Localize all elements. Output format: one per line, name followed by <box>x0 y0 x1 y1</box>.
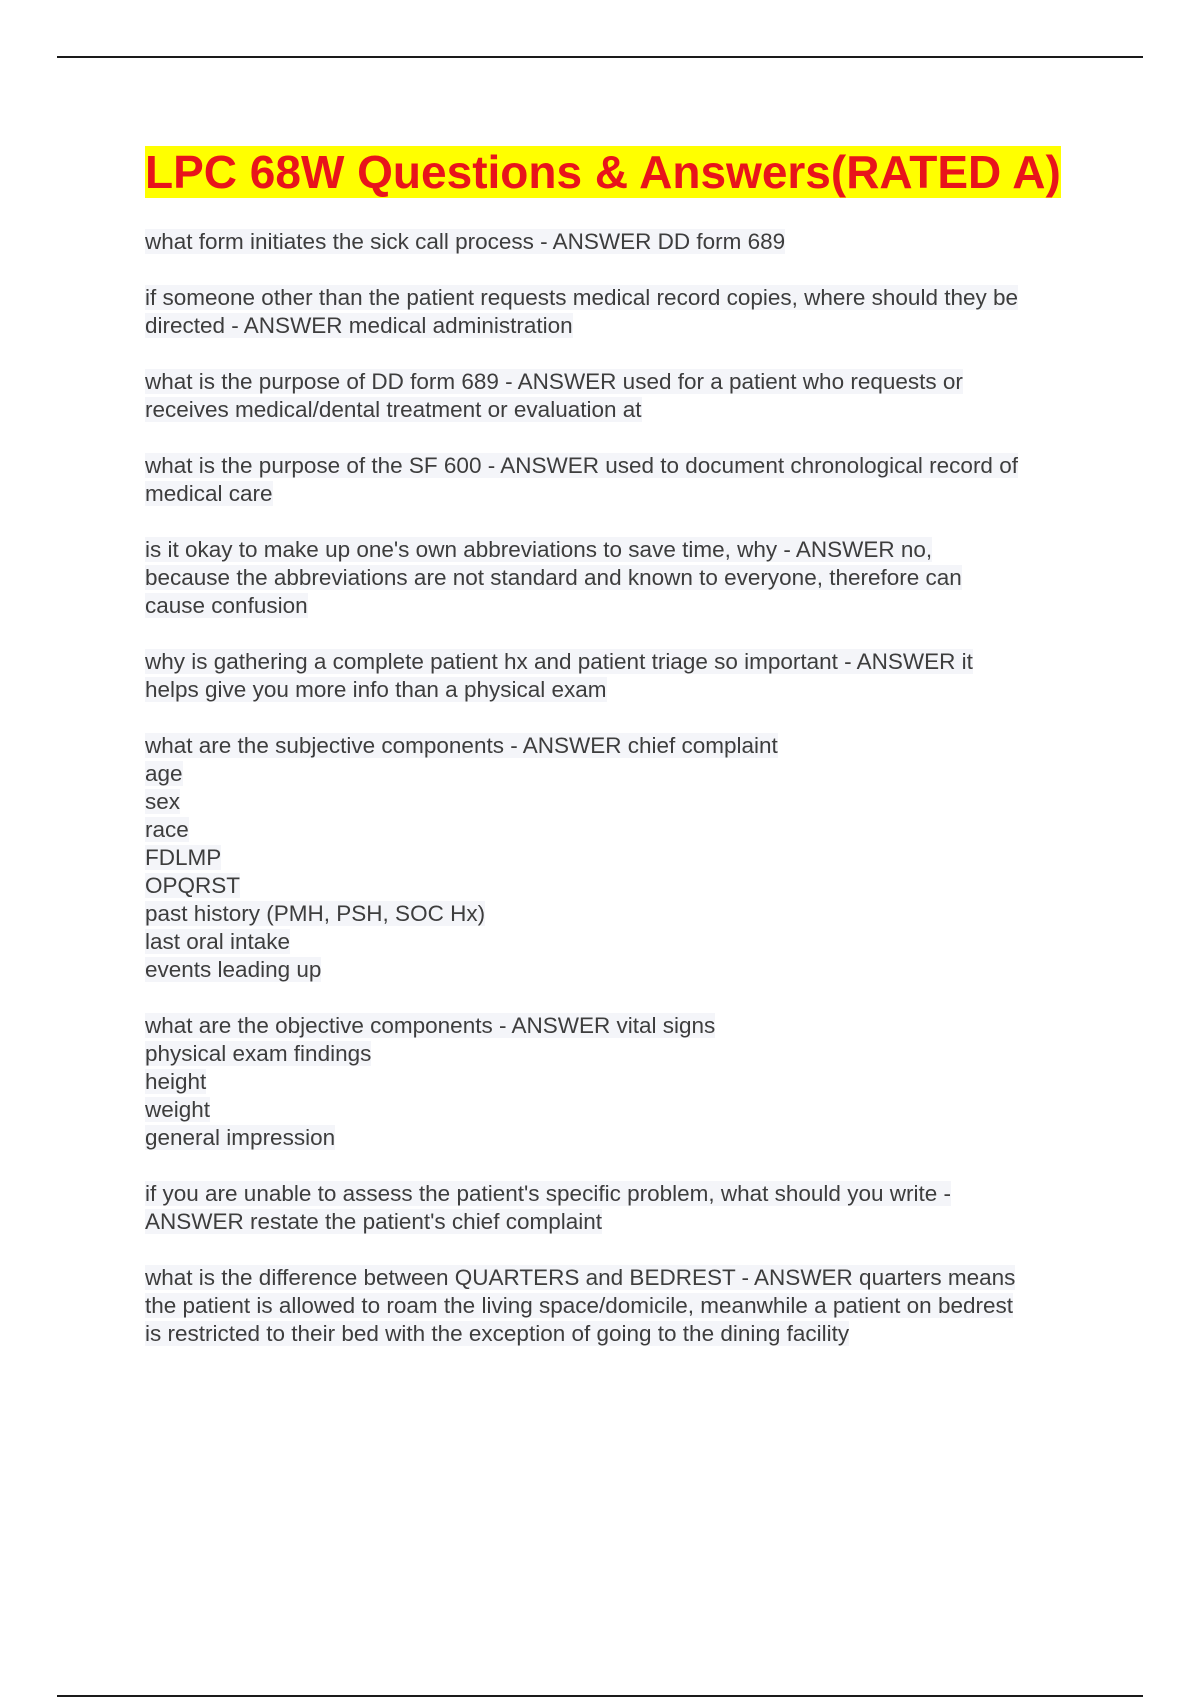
qa-line-text: sex <box>145 789 181 814</box>
qa-item <box>145 1264 1095 1348</box>
qa-line-text: general impression <box>145 1125 336 1150</box>
qa-line-text: physical exam findings <box>145 1041 372 1066</box>
qa-line-text: what is the purpose of DD form 689 - ANSWER used for a patient who requests or <box>145 369 963 394</box>
qa-line <box>145 1320 1095 1348</box>
qa-line-text: FDLMP <box>145 845 222 870</box>
qa-line-text: what is the purpose of the SF 600 - ANSWER used to document chronological record of <box>145 453 1018 478</box>
document-body <box>145 144 1095 1376</box>
qa-line-text: receives medical/dental treatment or evaluation at <box>145 397 642 422</box>
qa-line <box>145 1208 1095 1236</box>
qa-line-text: events leading up <box>145 957 322 982</box>
qa-item <box>145 284 1095 340</box>
qa-line-text: ANSWER restate the patient's chief complaint <box>145 1209 602 1234</box>
qa-item <box>145 648 1095 704</box>
qa-line-text: cause confusion <box>145 593 308 618</box>
qa-line-text: if you are unable to assess the patient's specific problem, what should you write - <box>145 1181 951 1206</box>
bottom-rule <box>57 1695 1143 1697</box>
qa-line-text: what are the objective components - ANSWER vital signs <box>145 1013 716 1038</box>
qa-line <box>145 956 1095 984</box>
qa-line-text: past history (PMH, PSH, SOC Hx) <box>145 901 486 926</box>
qa-line <box>145 1124 1095 1152</box>
title-text: LPC 68W Questions & Answers(RATED A) <box>145 146 1061 198</box>
qa-line <box>145 816 1095 844</box>
qa-item <box>145 536 1095 620</box>
qa-line-text: if someone other than the patient requests medical record copies, where should they be <box>145 285 1019 310</box>
qa-line <box>145 592 1095 620</box>
qa-item <box>145 1012 1095 1152</box>
document-title <box>145 144 1095 201</box>
qa-line <box>145 732 1095 760</box>
qa-line <box>145 900 1095 928</box>
qa-line-text: what form initiates the sick call process - ANSWER DD form 689 <box>145 229 786 254</box>
qa-line <box>145 928 1095 956</box>
qa-line-text: helps give you more info than a physical exam <box>145 677 607 702</box>
qa-line-text: because the abbreviations are not standard and known to everyone, therefore can <box>145 565 962 590</box>
qa-line <box>145 1264 1095 1292</box>
qa-item <box>145 228 1095 256</box>
top-rule <box>57 56 1143 58</box>
qa-line <box>145 676 1095 704</box>
qa-line-text: race <box>145 817 189 842</box>
qa-line <box>145 312 1095 340</box>
qa-item <box>145 452 1095 508</box>
qa-line <box>145 396 1095 424</box>
qa-line <box>145 1292 1095 1320</box>
qa-line <box>145 228 1095 256</box>
qa-line <box>145 1040 1095 1068</box>
qa-line <box>145 760 1095 788</box>
qa-line-text: age <box>145 761 183 786</box>
qa-line <box>145 536 1095 564</box>
qa-line <box>145 480 1095 508</box>
qa-line-text: weight <box>145 1097 211 1122</box>
qa-line <box>145 452 1095 480</box>
qa-item <box>145 1180 1095 1236</box>
qa-item <box>145 732 1095 984</box>
qa-line <box>145 844 1095 872</box>
qa-line-text: is restricted to their bed with the exception of going to the dining facility <box>145 1321 850 1346</box>
qa-line <box>145 1068 1095 1096</box>
qa-line <box>145 368 1095 396</box>
qa-line-text: why is gathering a complete patient hx and patient triage so important - ANSWER it <box>145 649 973 674</box>
qa-line <box>145 1180 1095 1208</box>
qa-line-text: the patient is allowed to roam the living space/domicile, meanwhile a patient on bedrest <box>145 1293 1013 1318</box>
qa-line-text: OPQRST <box>145 873 241 898</box>
qa-list <box>145 228 1095 1348</box>
qa-line-text: is it okay to make up one's own abbreviations to save time, why - ANSWER no, <box>145 537 933 562</box>
qa-line-text: last oral intake <box>145 929 291 954</box>
qa-line <box>145 648 1095 676</box>
qa-line <box>145 1096 1095 1124</box>
qa-line-text: medical care <box>145 481 273 506</box>
qa-line <box>145 872 1095 900</box>
qa-line-text: what is the difference between QUARTERS and BEDREST - ANSWER quarters means <box>145 1265 1016 1290</box>
qa-item <box>145 368 1095 424</box>
qa-line <box>145 1012 1095 1040</box>
qa-line-text: directed - ANSWER medical administration <box>145 313 573 338</box>
qa-line <box>145 284 1095 312</box>
qa-line-text: what are the subjective components - ANSWER chief complaint <box>145 733 778 758</box>
qa-line-text: height <box>145 1069 207 1094</box>
qa-line <box>145 564 1095 592</box>
qa-line <box>145 788 1095 816</box>
